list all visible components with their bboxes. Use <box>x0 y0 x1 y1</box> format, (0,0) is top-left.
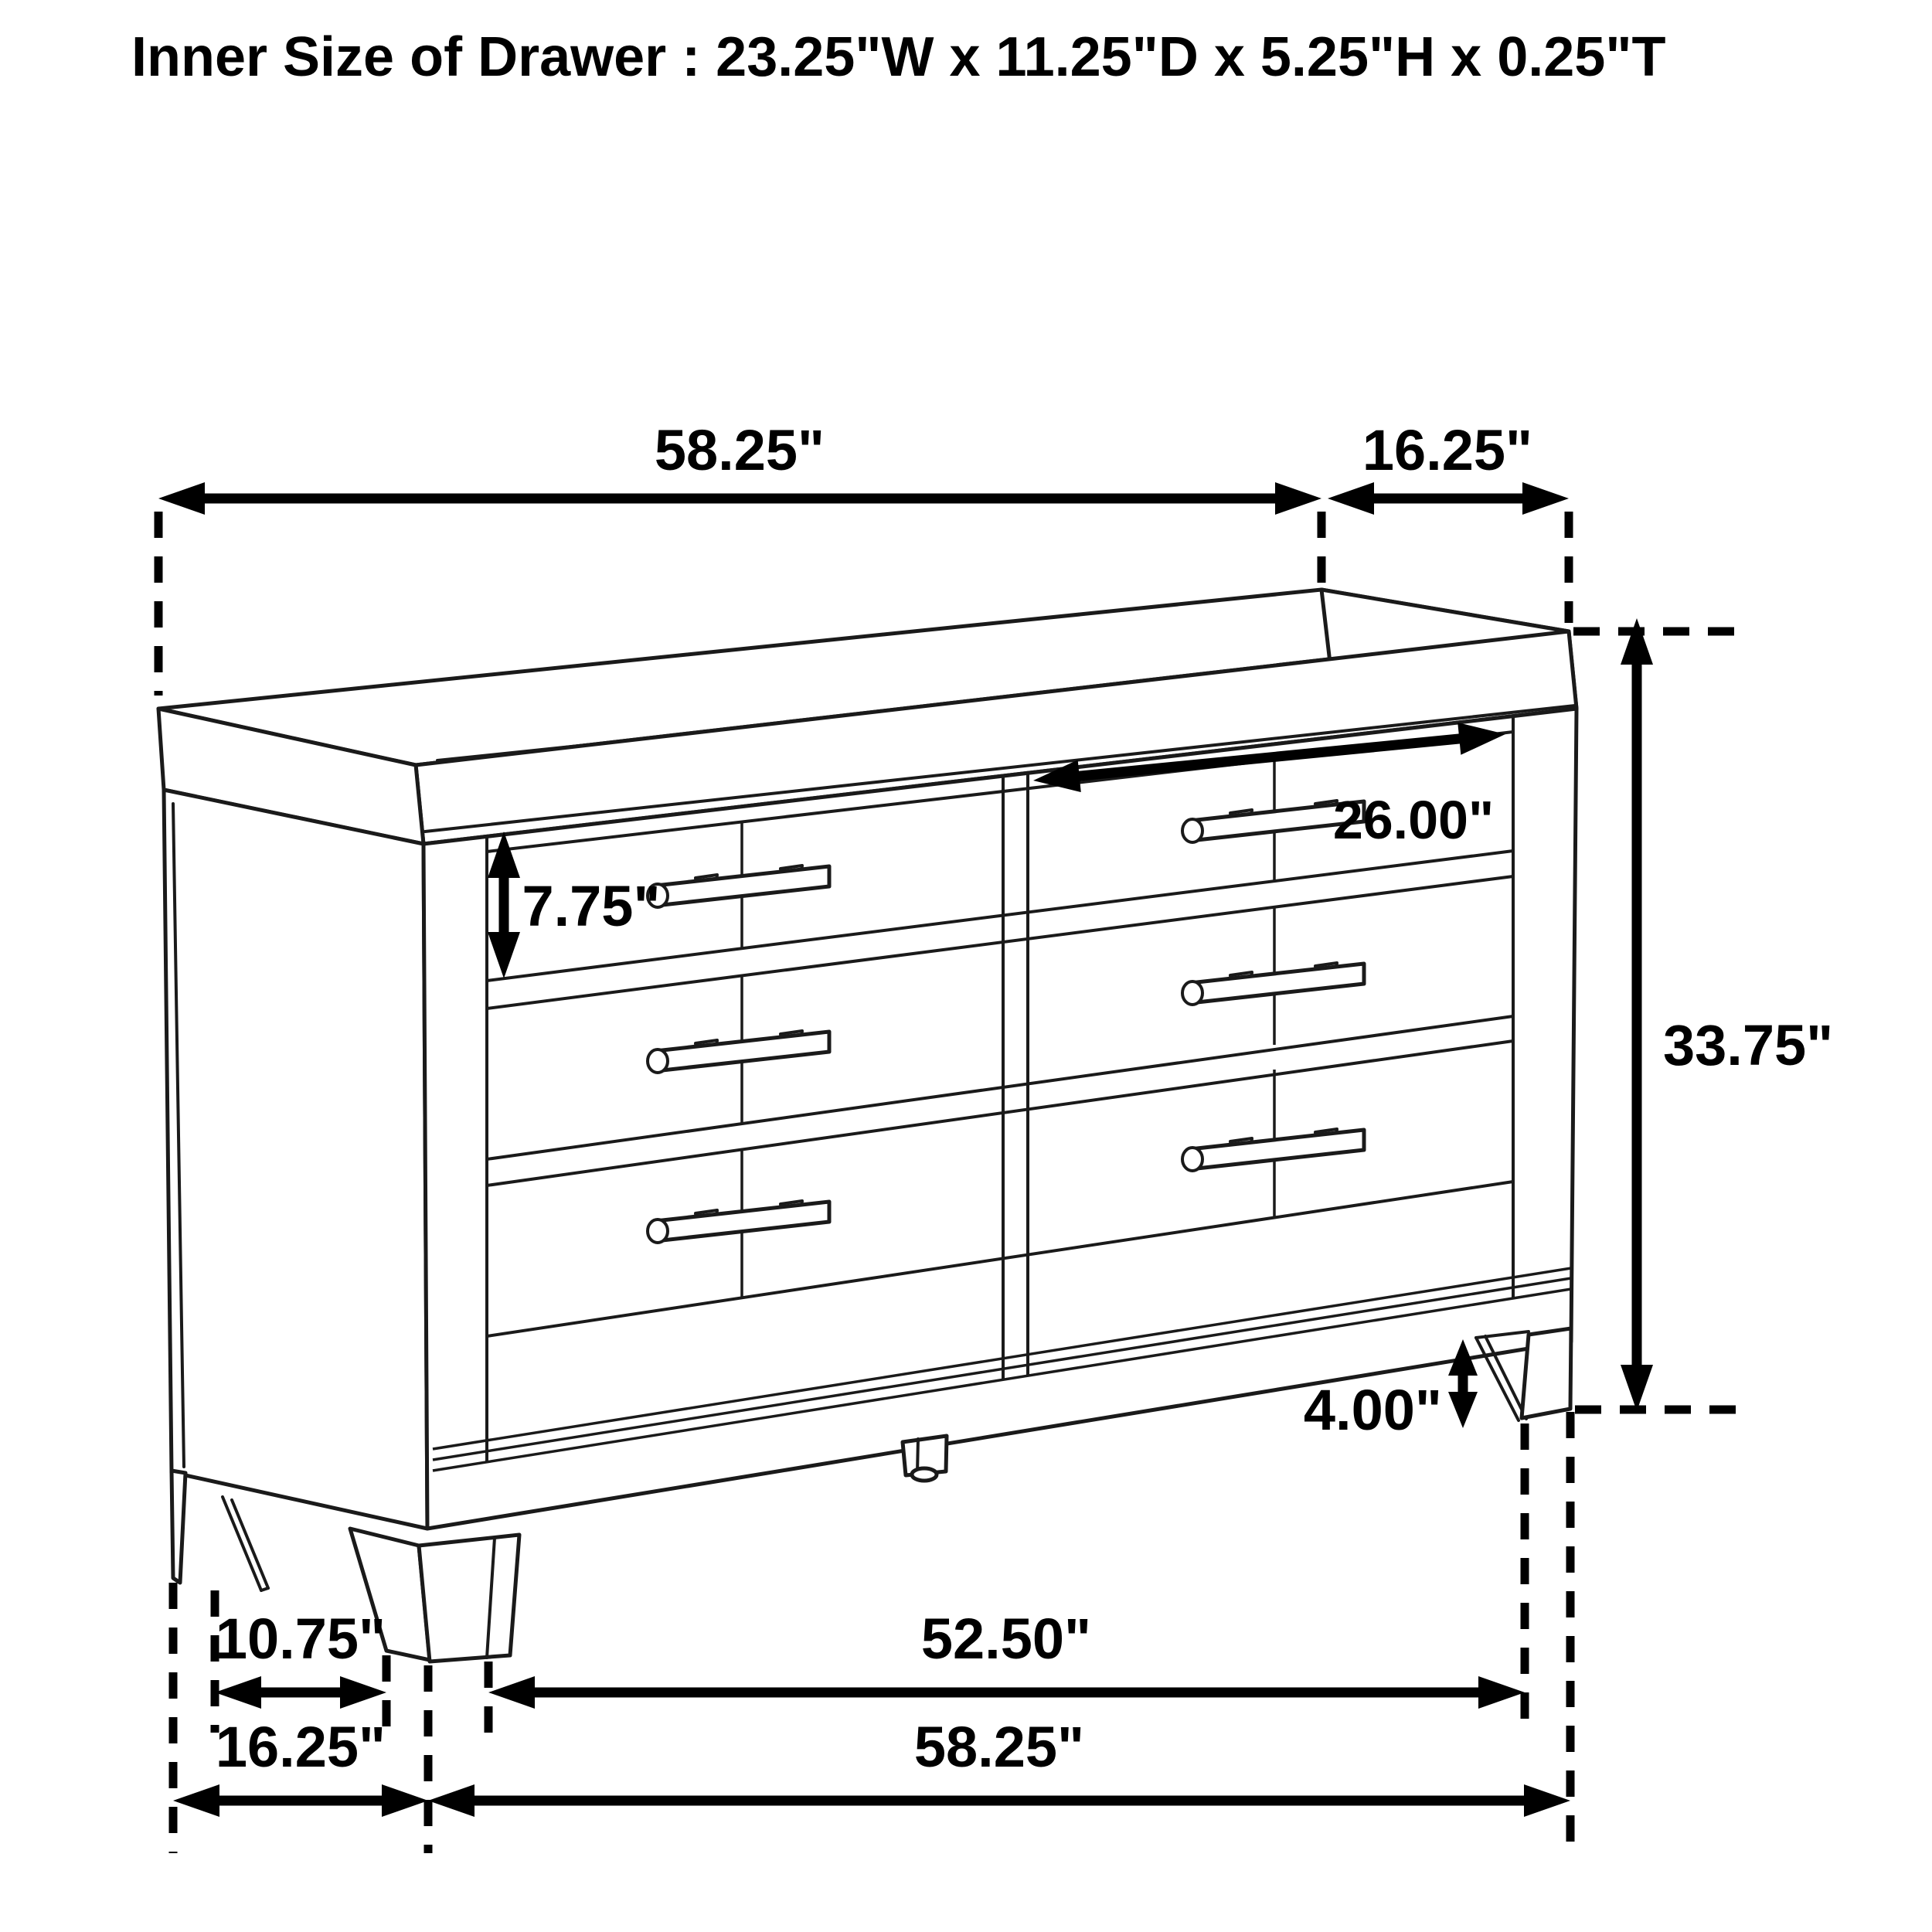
dim-overall-height <box>1573 618 1833 1411</box>
dim-label-top-depth: 16.25" <box>1362 418 1533 482</box>
dim-label-front-leg-span: 52.50" <box>920 1607 1092 1671</box>
dim-label-base-depth: 16.25" <box>215 1715 386 1779</box>
dim-label-drawer-width: 26.00" <box>1332 790 1495 850</box>
dim-label-overall-height: 33.75" <box>1663 1013 1834 1077</box>
dim-label-drawer-height: 7.75" <box>522 874 661 938</box>
dim-top-depth <box>1328 418 1569 623</box>
dim-label-base-width: 58.25" <box>913 1715 1085 1779</box>
dim-label-side-leg-spacing: 10.75" <box>215 1607 386 1671</box>
dim-label-top-width: 58.25" <box>654 418 825 482</box>
dim-label-leg-clearance: 4.00" <box>1303 1378 1442 1442</box>
page-title: Inner Size of Drawer : 23.25"W x 11.25"D x 5.25"H x 0.25"T <box>131 26 1666 88</box>
dresser-left-side-panel <box>164 790 427 1529</box>
dim-side-leg-spacing <box>215 1590 386 1733</box>
